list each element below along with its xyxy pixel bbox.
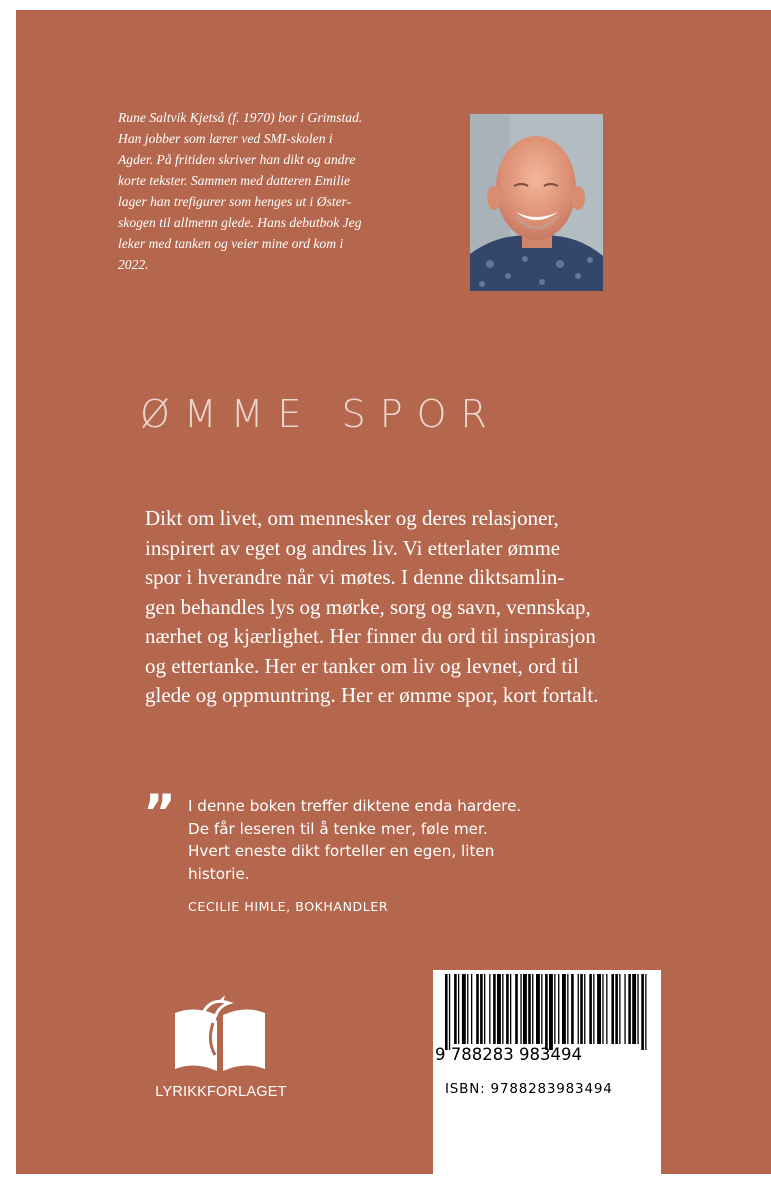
book-blurb: Dikt om livet, om mennesker og deres relasjoner, inspirert av eget og andres liv. Vi etterlater ømme spor i hverandre når vi møtes. I denne diktsamlin- gen behandles lys og mørke, sorg og savn, vennskap, nærhet og kjærlighet. Her finner du ord til inspirasjon og ettertanke. Her er tanker om liv og levnet, ord til glede og oppmuntring. Her er ømme spor, kort fortalt. bbox=[145, 506, 599, 707]
barcode-bar bbox=[480, 974, 483, 1044]
barcode-bar bbox=[645, 974, 646, 1050]
isbn-number: ISBN: 9788283983494 bbox=[445, 1081, 613, 1097]
barcode-bar bbox=[580, 974, 583, 1044]
barcode-bar bbox=[467, 974, 468, 1044]
book-title: ØMME SPOR bbox=[140, 392, 501, 436]
barcode-bar bbox=[462, 974, 466, 1044]
barcode-bar bbox=[506, 974, 509, 1044]
barcode-bar bbox=[528, 974, 531, 1044]
barcode bbox=[433, 970, 661, 1050]
barcode-bar bbox=[489, 974, 490, 1044]
barcode-bar bbox=[554, 974, 555, 1044]
barcode-bar bbox=[641, 974, 644, 1050]
review-quote: I denne boken treffer diktene enda hardere. De får leseren til å tenke mer, føle mer. Hvert eneste dikt forteller en egen, liten historie. bbox=[188, 797, 522, 883]
barcode-bar bbox=[454, 974, 457, 1044]
barcode-bar bbox=[532, 974, 533, 1044]
barcode-bar bbox=[510, 974, 511, 1044]
barcode-bar bbox=[584, 974, 585, 1044]
barcode-bar bbox=[476, 974, 479, 1044]
publisher-name: LYRIKKFORLAGET bbox=[155, 1084, 287, 1100]
barcode-bar bbox=[562, 974, 566, 1044]
barcode-panel bbox=[433, 970, 661, 1180]
barcode-bar bbox=[632, 974, 636, 1044]
barcode-bar bbox=[578, 974, 579, 1044]
barcode-bar bbox=[624, 974, 625, 1044]
barcode-bar bbox=[615, 974, 618, 1044]
barcode-bar bbox=[458, 974, 459, 1044]
barcode-bar bbox=[571, 974, 574, 1044]
barcode-bar bbox=[589, 974, 592, 1044]
barcode-bar bbox=[445, 974, 448, 1050]
barcode-bar bbox=[536, 974, 540, 1044]
barcode-bar bbox=[567, 974, 568, 1044]
author-bio: Rune Saltvik Kjetså (f. 1970) bor i Grimstad. Han jobber som lærer ved SMI-skolen i Agder. På fritiden skriver han dikt og andre korte tekster. Sammen med datteren Emilie lager han trefigurer som henges ut i Øster- skogen til allmenn glede. Hans debutbok Jeg leker med tanken og veier mine ord kom i 2022. bbox=[118, 110, 363, 272]
barcode-bar bbox=[593, 974, 594, 1044]
barcode-bar bbox=[558, 974, 559, 1044]
barcode-bar bbox=[541, 974, 542, 1044]
barcode-bar bbox=[545, 974, 548, 1050]
barcode-bar bbox=[520, 974, 521, 1044]
barcode-digits: 9 788283 983494 bbox=[435, 1045, 582, 1064]
barcode-bar bbox=[637, 974, 638, 1044]
barcode-bar bbox=[628, 974, 631, 1044]
quote-source: CECILIE HIMLE, BOKHANDLER bbox=[188, 899, 389, 914]
quote-mark-icon: ” bbox=[143, 784, 176, 842]
barcode-bar bbox=[471, 974, 472, 1044]
barcode-bar bbox=[484, 974, 485, 1044]
barcode-bar bbox=[497, 974, 501, 1044]
barcode-bar bbox=[493, 974, 496, 1044]
barcode-bar bbox=[602, 974, 603, 1044]
portrait-illustration bbox=[470, 114, 603, 291]
barcode-bar bbox=[449, 974, 450, 1050]
barcode-bar bbox=[611, 974, 614, 1044]
barcode-bar bbox=[515, 974, 518, 1044]
open-book-logo-icon bbox=[173, 995, 267, 1075]
barcode-bar bbox=[619, 974, 620, 1044]
barcode-bar bbox=[549, 974, 553, 1050]
author-portrait-photo bbox=[470, 114, 603, 291]
barcode-bar bbox=[606, 974, 607, 1044]
barcode-bar bbox=[523, 974, 527, 1044]
barcode-bar bbox=[597, 974, 601, 1044]
barcode-bar bbox=[502, 974, 503, 1044]
